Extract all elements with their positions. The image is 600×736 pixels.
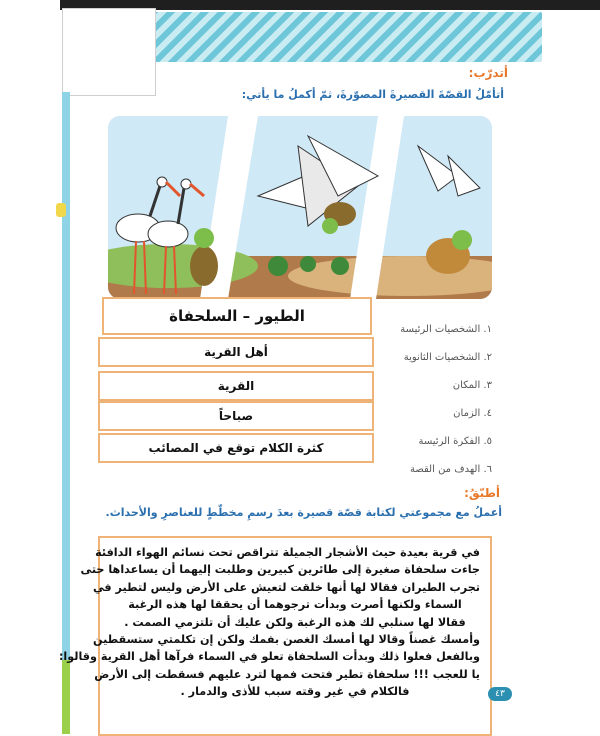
exercise-instruction: أتأمّلُ القصّةَ القصيرةَ المصوّرةَ، ثمّ أكملُ ما يأتي:	[241, 88, 504, 101]
apply-instruction: أعملُ مع مجموعتي لكتابة قصّة قصيرة بعدَ رسمِ مخطّطٍ للعناصرِ والأحداث.	[105, 506, 502, 519]
answer-main-idea[interactable]: كثرة الكلام توقع في المصائب	[98, 433, 374, 463]
answer-place[interactable]: القرية	[98, 371, 374, 401]
story-line: وأمسك غصناً وقالا لها أمسك الغصن بفمك ولكن إن تكلمتي ستسقطين	[93, 633, 480, 647]
question-item: ٥. الفكرة الرئيسة	[418, 436, 492, 447]
story-line: السماء ولكنها أصرت وبدأت ترجوهما أن يحققا لها هذه الرغبة	[128, 598, 462, 612]
blank-label-box	[62, 8, 156, 96]
question-item: ٢. الشخصيات الثانوية	[403, 352, 492, 363]
question-item: ٤. الزمان	[453, 408, 492, 419]
answer-main-characters[interactable]: الطيور – السلحفاة	[102, 297, 372, 335]
left-margin-bar-green	[62, 660, 70, 734]
story-line: جاءت سلحفاة صغيرة إلى طائرين كبيرين وطلبت إليهما أن يساعداها حتى	[80, 563, 480, 577]
story-line: تجرب الطيران فقالا لها أنها خلقت لتعيش على الأرض وليس لتطير في	[92, 580, 480, 594]
question-item: ٦. الهدف من القصة	[409, 464, 492, 475]
decorative-header-band	[150, 12, 542, 62]
exercise-label: أتدرّب:	[468, 66, 508, 80]
story-text-box[interactable]	[58, 536, 492, 736]
story-line: وبالفعل فعلوا ذلك وبدأت السلحفاة تعلو في السماء فرآها أهل القرية وقالوا:	[58, 650, 480, 664]
story-line: فالكلام في غير وقته سبب للأذى والدمار .	[180, 685, 410, 699]
left-margin-bar	[62, 92, 70, 734]
story-line: يا للعجب !!! سلحفاة تطير فتحت فمها لترد عليهم فسقطت إلى الأرض	[94, 667, 480, 681]
turtle-standing	[190, 228, 218, 286]
question-item: ٣. المكان	[452, 380, 492, 391]
story-illustration	[108, 116, 492, 299]
margin-marker	[56, 203, 66, 217]
question-item: ١. الشخصيات الرئيسة	[400, 324, 492, 335]
apply-label: أطبّقُ:	[464, 486, 500, 500]
answer-time[interactable]: صباحاً	[98, 401, 374, 431]
story-line: في قرية بعيدة حيث الأشجار الجميلة تتراقص تحت نسائم الهواء الدافئة	[95, 546, 480, 559]
page-number: ٤٣	[488, 687, 512, 701]
answer-secondary-characters[interactable]: أهل القرية	[98, 337, 374, 367]
story-line: فقالا لها سنلبي لك هذه الرغبة ولكن عليك أن تلتزمي الصمت .	[124, 615, 466, 629]
